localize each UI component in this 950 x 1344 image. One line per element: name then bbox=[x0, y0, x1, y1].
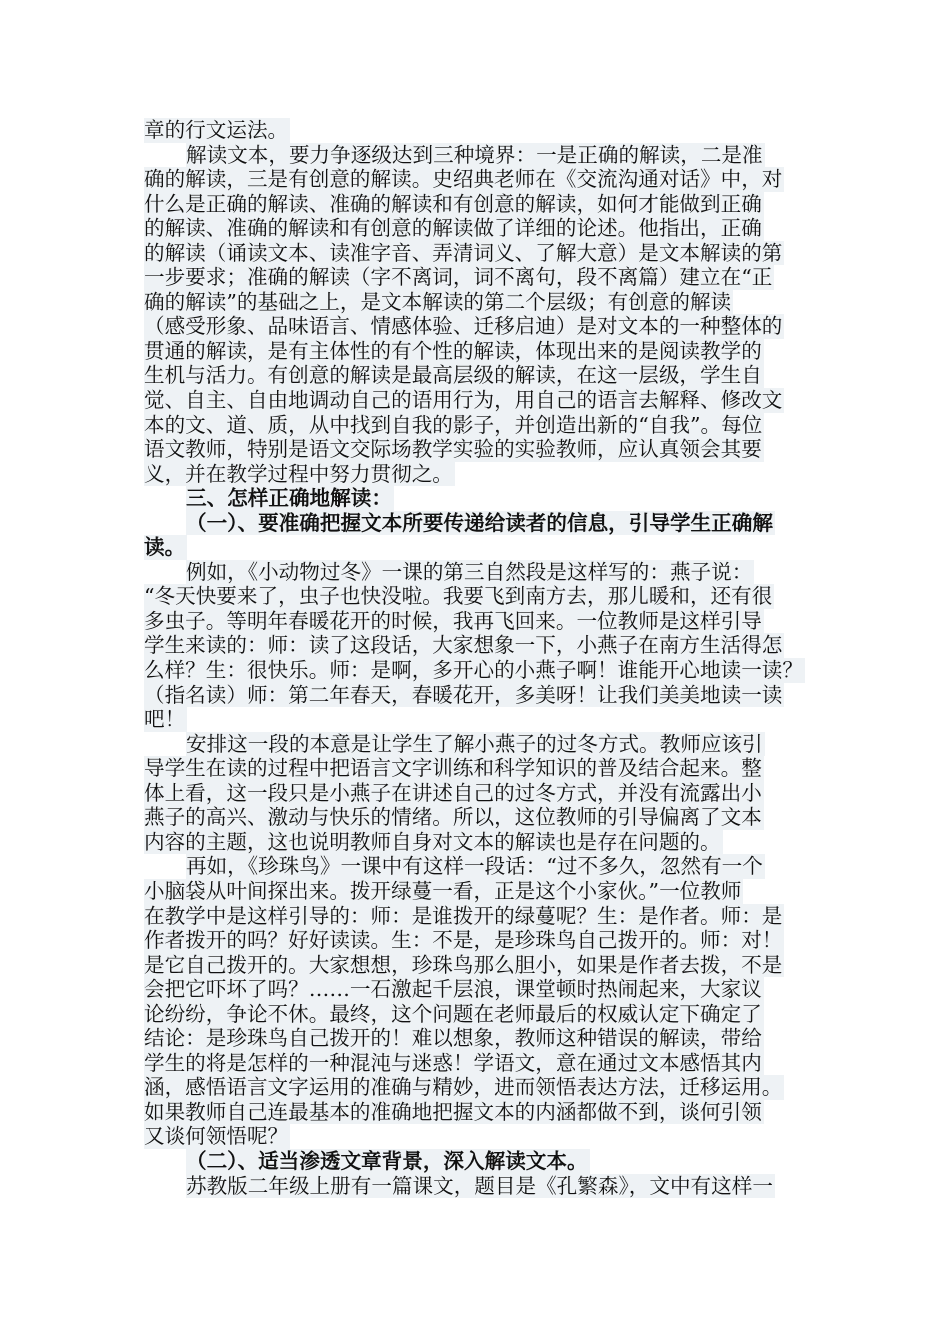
line-text: （一）、要准确把握文本所要传递给读者的信息，引导学生正确解 bbox=[186, 510, 773, 535]
paragraph-line bbox=[144, 854, 810, 879]
line-text: 如果教师自己连最基本的准确地把握文本的内涵都做不到，谈何引领 bbox=[144, 1099, 762, 1124]
line-text: 学生来读的：师：读了这段话，大家想象一下，小燕子在南方生活得怎 bbox=[144, 633, 783, 658]
line-text: 贯通的解读，是有主体性的有个性的解读，体现出来的是阅读教学的 bbox=[144, 338, 762, 363]
line-text: （指名读）师：第二年春天，春暖花开，多美呀！让我们美美地读一读 bbox=[144, 682, 783, 707]
paragraph-line bbox=[144, 388, 810, 413]
paragraph-line bbox=[144, 437, 810, 462]
section-heading-line bbox=[144, 535, 810, 560]
line-text: 体上看，这一段只是小燕子在讲述自己的过冬方式，并没有流露出小 bbox=[144, 780, 762, 805]
section-heading-line bbox=[144, 511, 810, 536]
line-text: 再如，《珍珠鸟》一课中有这样一段话：“过不多久，忽然有一个 bbox=[186, 854, 763, 879]
paragraph-line bbox=[144, 216, 810, 241]
line-text: 什么是正确的解读、准确的解读和有创意的解读，如何才能做到正确 bbox=[144, 191, 762, 216]
line-text: 论纷纷，争论不休。最终，这个问题在老师最后的权威认定下确定了 bbox=[144, 1001, 762, 1026]
line-text: 义，并在教学过程中努力贯彻之。 bbox=[144, 461, 453, 486]
line-text: 例如，《小动物过冬》一课的第三自然段是这样写的：燕子说： bbox=[186, 559, 753, 584]
line-text: “冬天快要来了，虫子也快没啦。我要飞到南方去，那儿暖和，还有很 bbox=[144, 584, 773, 609]
line-text: 燕子的高兴、激动与快乐的情绪。所以，这位教师的引导偏离了文本 bbox=[144, 805, 762, 830]
document-body bbox=[144, 118, 810, 1198]
paragraph-line bbox=[144, 781, 810, 806]
paragraph-line bbox=[144, 683, 810, 708]
paragraph-line bbox=[144, 167, 810, 192]
paragraph-line bbox=[144, 633, 810, 658]
paragraph-line bbox=[144, 1075, 810, 1100]
line-text: 三、怎样正确地解读： bbox=[186, 486, 392, 511]
line-text: 本的文、道、质，从中找到自我的影子，并创造出新的“自我”。每位 bbox=[144, 412, 763, 437]
line-text: 多虫子。等明年春暖花开的时候，我再飞回来。一位教师是这样引导 bbox=[144, 608, 762, 633]
paragraph-line bbox=[144, 241, 810, 266]
paragraph-line bbox=[144, 1026, 810, 1051]
paragraph-line bbox=[144, 1100, 810, 1125]
line-text: 安排这一段的本意是让学生了解小燕子的过冬方式。教师应该引 bbox=[186, 731, 763, 756]
paragraph-line bbox=[144, 1174, 810, 1199]
paragraph-line bbox=[144, 805, 810, 830]
line-text: 生机与活力。有创意的解读是最高层级的解读，在这一层级，学生自 bbox=[144, 363, 762, 388]
paragraph-line bbox=[144, 143, 810, 168]
line-text: 苏教版二年级上册有一篇课文，题目是《孔繁森》，文中有这样一 bbox=[186, 1173, 773, 1198]
paragraph-line bbox=[144, 363, 810, 388]
line-text: 涵，感悟语言文字运用的准确与精妙，进而领悟表达方法，迁移运用。 bbox=[144, 1075, 783, 1100]
paragraph-line bbox=[144, 732, 810, 757]
section-heading-line bbox=[144, 1149, 810, 1174]
paragraph-line bbox=[144, 584, 810, 609]
section-heading-line bbox=[144, 486, 810, 511]
paragraph-line bbox=[144, 707, 810, 732]
line-text: （二）、适当渗透文章背景，深入解读文本。 bbox=[186, 1148, 588, 1173]
line-text: 内容的主题，这也说明教师自身对文本的解读也是存在问题的。 bbox=[144, 829, 721, 854]
line-text: 作者拨开的吗？好好读读。生：不是，是珍珠鸟自己拨开的。师：对！ bbox=[144, 928, 783, 953]
line-text: 章的行文运法。 bbox=[144, 118, 289, 142]
line-text: 确的解读，三是有创意的解读。史绍典老师在《交流沟通对话》中，对 bbox=[144, 167, 783, 192]
paragraph-line bbox=[144, 1051, 810, 1076]
paragraph-line bbox=[144, 609, 810, 634]
paragraph-line bbox=[144, 1124, 810, 1149]
line-text: 吧！ bbox=[144, 707, 186, 732]
line-text: 又谈何领悟呢？ bbox=[144, 1124, 289, 1149]
paragraph-line bbox=[144, 977, 810, 1002]
line-text: 解读文本，要力争逐级达到三种境界：一是正确的解读，二是准 bbox=[186, 142, 763, 167]
paragraph-line bbox=[144, 462, 810, 487]
paragraph-line bbox=[144, 118, 810, 143]
line-text: 学生的将是怎样的一种混沌与迷惑！学语文，意在通过文本感悟其内 bbox=[144, 1050, 762, 1075]
paragraph-line bbox=[144, 560, 810, 585]
paragraph-line bbox=[144, 1002, 810, 1027]
paragraph-line bbox=[144, 953, 810, 978]
line-text: 会把它吓坏了吗？……一石激起千层浪，课堂顿时热闹起来，大家议 bbox=[144, 977, 762, 1002]
paragraph-line bbox=[144, 314, 810, 339]
paragraph-line bbox=[144, 192, 810, 217]
line-text: 导学生在读的过程中把语言文字训练和科学知识的普及结合起来。整 bbox=[144, 756, 762, 781]
line-text: 结论：是珍珠鸟自己拨开的！难以想象，教师这种错误的解读，带给 bbox=[144, 1026, 762, 1051]
line-text: 一步要求；准确的解读（字不离词，词不离句，段不离篇）建立在“正 bbox=[144, 265, 773, 290]
paragraph-line bbox=[144, 413, 810, 438]
paragraph-line bbox=[144, 265, 810, 290]
line-text: 小脑袋从叶间探出来。拨开绿蔓一看，正是这个小家伙。”一位教师 bbox=[144, 878, 742, 903]
paragraph-line bbox=[144, 756, 810, 781]
line-text: 语文教师，特别是语文交际场教学实验的实验教师，应认真领会其要 bbox=[144, 437, 762, 462]
line-text: 么样？生：很快乐。师：是啊，多开心的小燕子啊！谁能开心地读一读？ bbox=[144, 658, 803, 683]
line-text: 的解读、准确的解读和有创意的解读做了详细的论述。他指出，正确 bbox=[144, 216, 762, 241]
paragraph-line bbox=[144, 928, 810, 953]
paragraph-line bbox=[144, 339, 810, 364]
line-text: 的解读（诵读文本、读准字音、弄清词义、了解大意）是文本解读的第 bbox=[144, 240, 783, 265]
paragraph-line bbox=[144, 830, 810, 855]
line-text: 觉、自主、自由地调动自己的语用行为，用自己的语言去解释、修改文 bbox=[144, 388, 783, 413]
line-text: 确的解读”的基础之上，是文本解读的第二个层级；有创意的解读 bbox=[144, 289, 732, 314]
line-text: 在教学中是这样引导的：师：是谁拨开的绿蔓呢？生：是作者。师：是 bbox=[144, 903, 783, 928]
paragraph-line bbox=[144, 658, 810, 683]
line-text: 读。 bbox=[144, 535, 186, 560]
paragraph-line bbox=[144, 904, 810, 929]
paragraph-line bbox=[144, 879, 810, 904]
line-text: （感受形象、品味语言、情感体验、迁移启迪）是对文本的一种整体的 bbox=[144, 314, 783, 339]
paragraph-line bbox=[144, 290, 810, 315]
line-text: 是它自己拨开的。大家想想，珍珠鸟那么胆小，如果是作者去拨，不是 bbox=[144, 952, 783, 977]
